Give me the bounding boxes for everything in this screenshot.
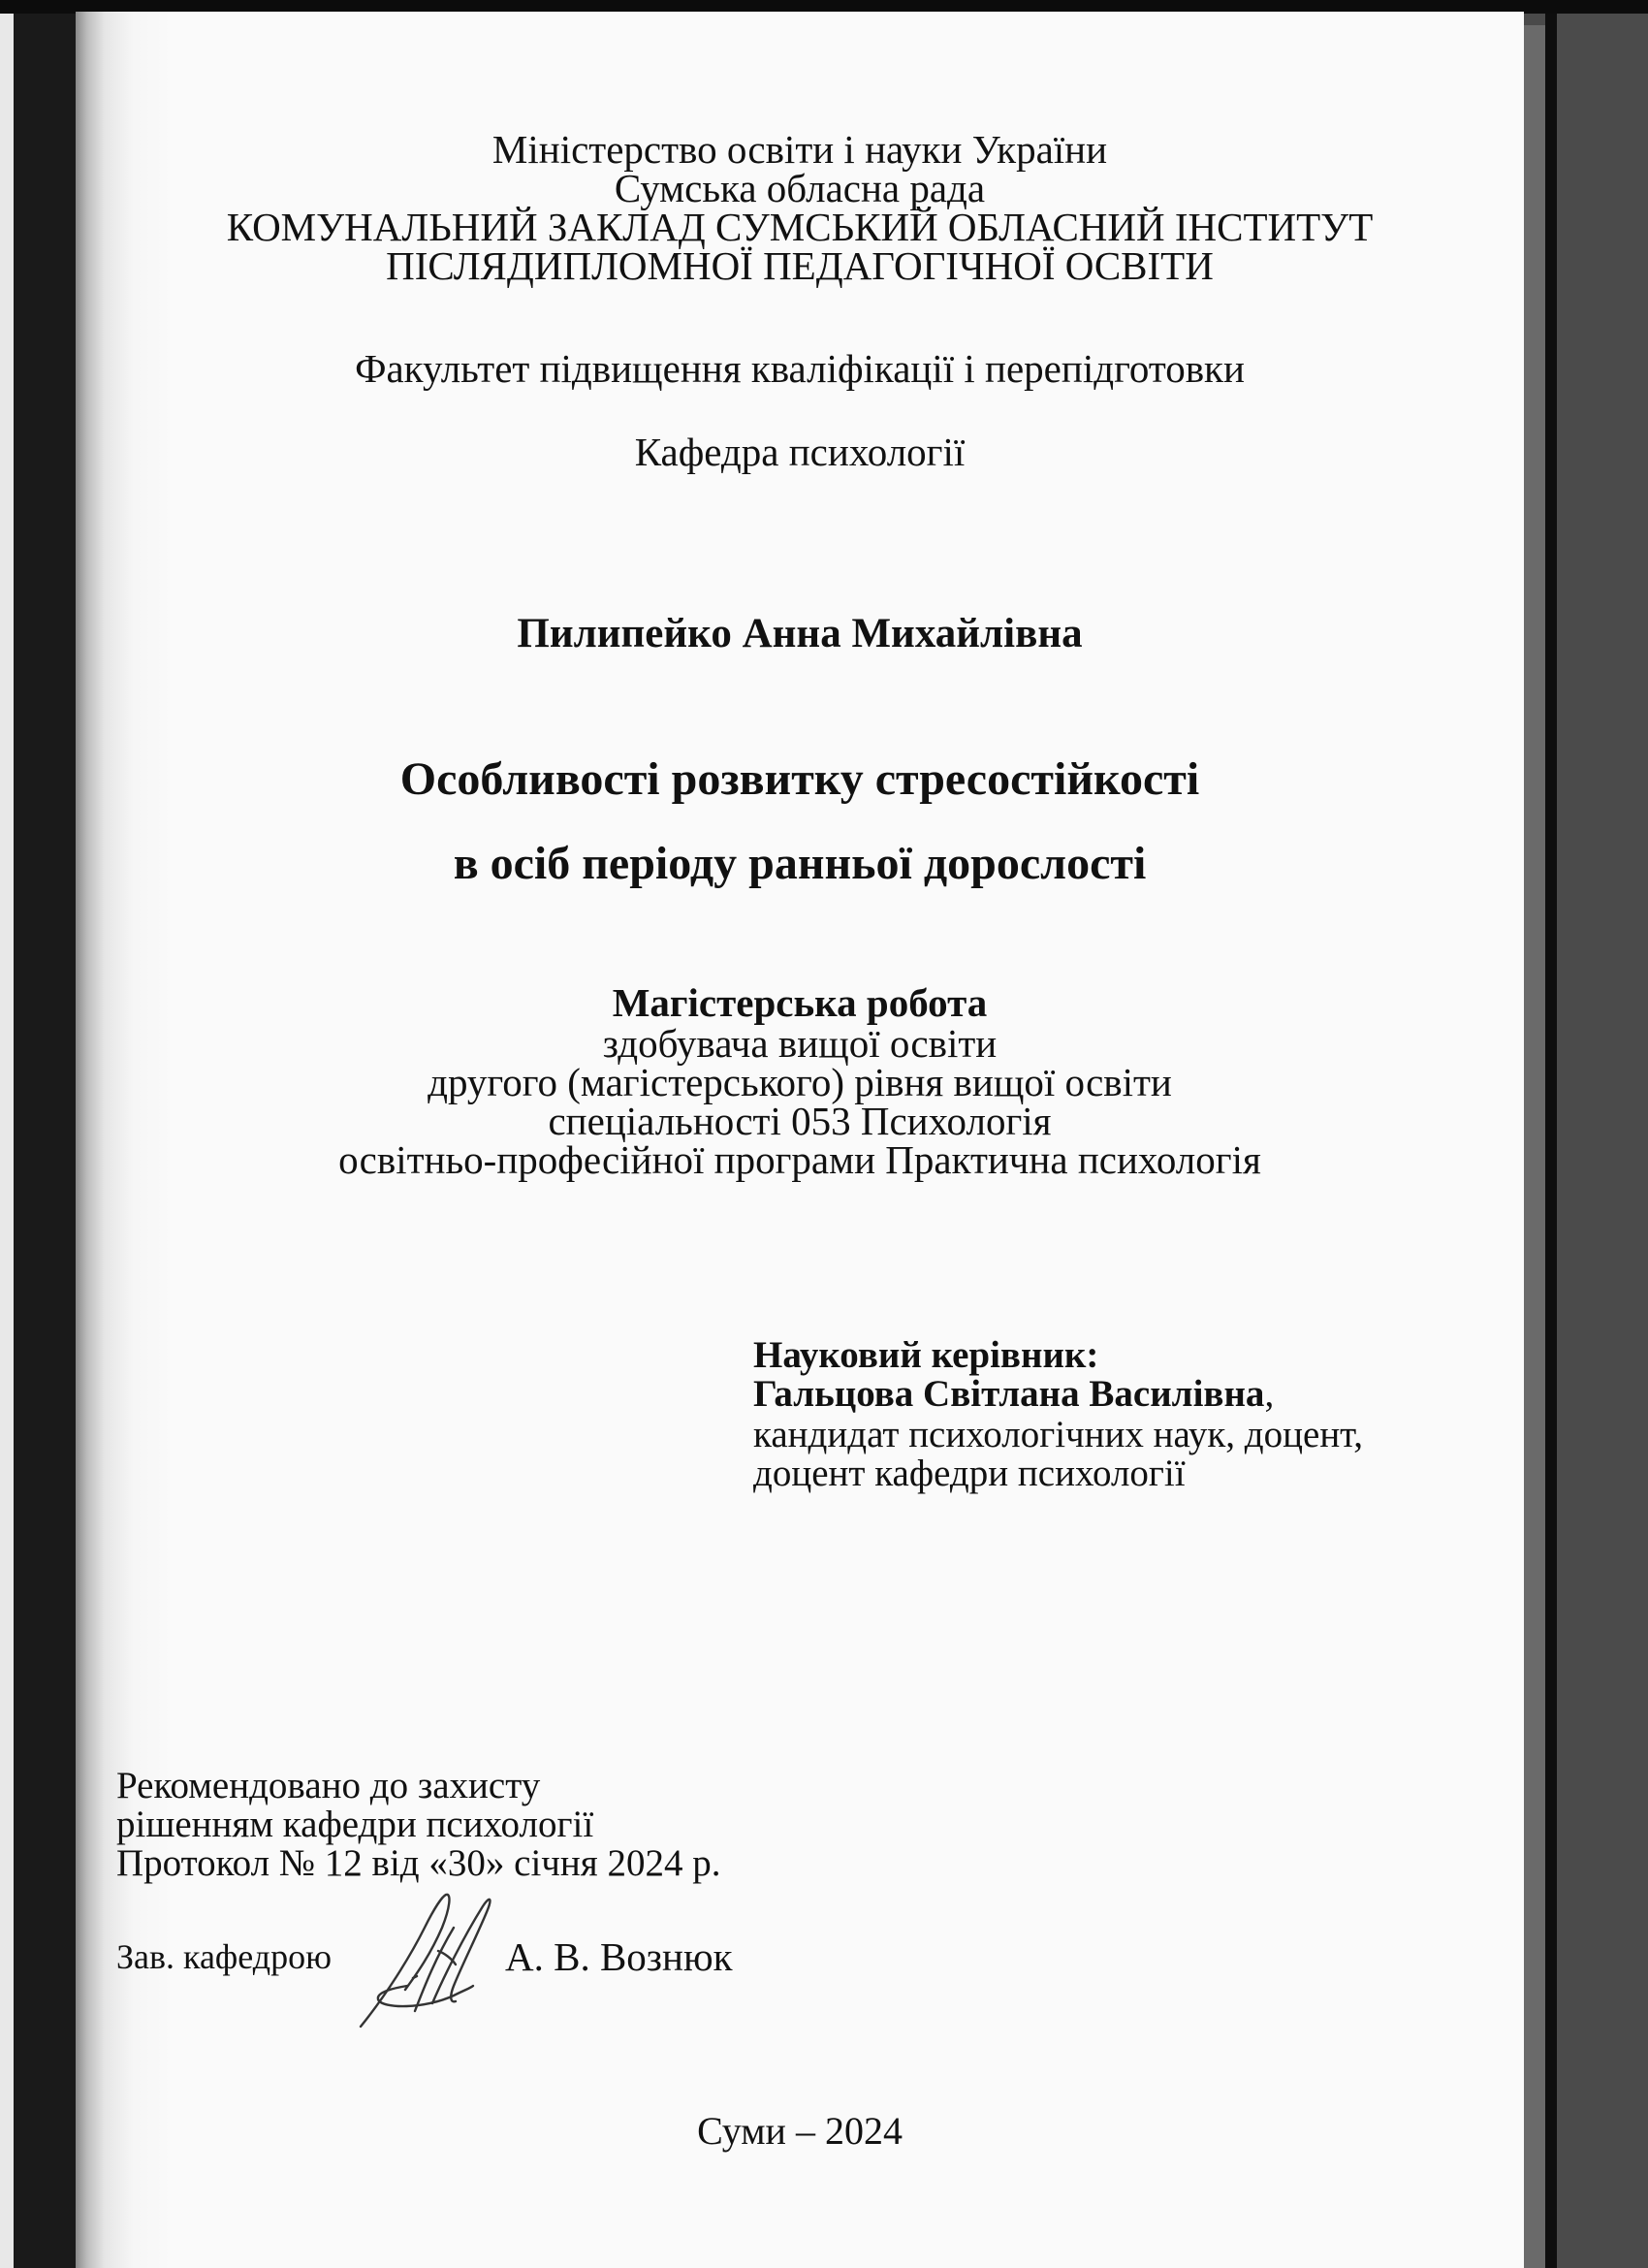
supervisor-degree: кандидат психологічних наук, доцент, [753,1414,1364,1455]
work-line-2: другого (магістерського) рівня вищої освіти [428,1060,1172,1104]
institution-name-line1: КОМУНАЛЬНИЙ ЗАКЛАД СУМСЬКИЙ ОБЛАСНИЙ ІНСТИТУТ [226,205,1374,249]
supervisor-name: Гальцова Світлана Василівна [753,1373,1265,1415]
scan-border-left [0,14,14,2268]
work-line-1: здобувача вищої освіти [602,1021,998,1066]
recommendation-line1: Рекомендовано до захисту [116,1765,541,1806]
recommendation-line2: рішенням кафедри психології [116,1804,594,1845]
supervisor-name-line [753,1375,1274,1413]
thesis-title-line1: Особливості розвитку стресостійкості [399,753,1200,805]
supervisor-position: доцент кафедри психології [753,1453,1186,1494]
supervisor-label: Науковий керівник: [753,1334,1099,1376]
thesis-title-line2: в осіб періоду ранньої дорослості [453,838,1147,889]
institution-name-line2: ПІСЛЯДИПЛОМНОЇ ПЕДАГОГІЧНОЇ ОСВІТИ [386,243,1214,288]
department-name: Кафедра психології [634,430,966,474]
scan-background-right [1557,14,1648,2268]
head-of-department-name: А. В. Вознюк [505,1934,733,1979]
author-name: Пилипейко Анна Михайлівна [517,611,1083,656]
faculty-name: Факультет підвищення кваліфікації і перепідготовки [355,346,1245,391]
work-line-4: освітньо-професійної програми Практична психологія [338,1137,1261,1182]
signature-icon [357,1889,497,2029]
scan-border-right-dark [1545,14,1557,2268]
recommendation-protocol: Протокол № 12 від «30» січня 2024 р. [116,1842,721,1884]
work-type: Магістерська робота [612,980,988,1025]
ministry-name: Міністерство освіти і науки України [491,127,1108,172]
binding-spine [14,14,76,2268]
supervisor-name-comma: , [1264,1373,1275,1415]
council-name: Сумська обласна рада [614,166,986,210]
city-year: Суми – 2024 [697,2109,903,2153]
work-line-3: спеціальності 053 Психологія [548,1099,1052,1143]
head-of-department-label: Зав. кафедрою [116,1937,332,1976]
